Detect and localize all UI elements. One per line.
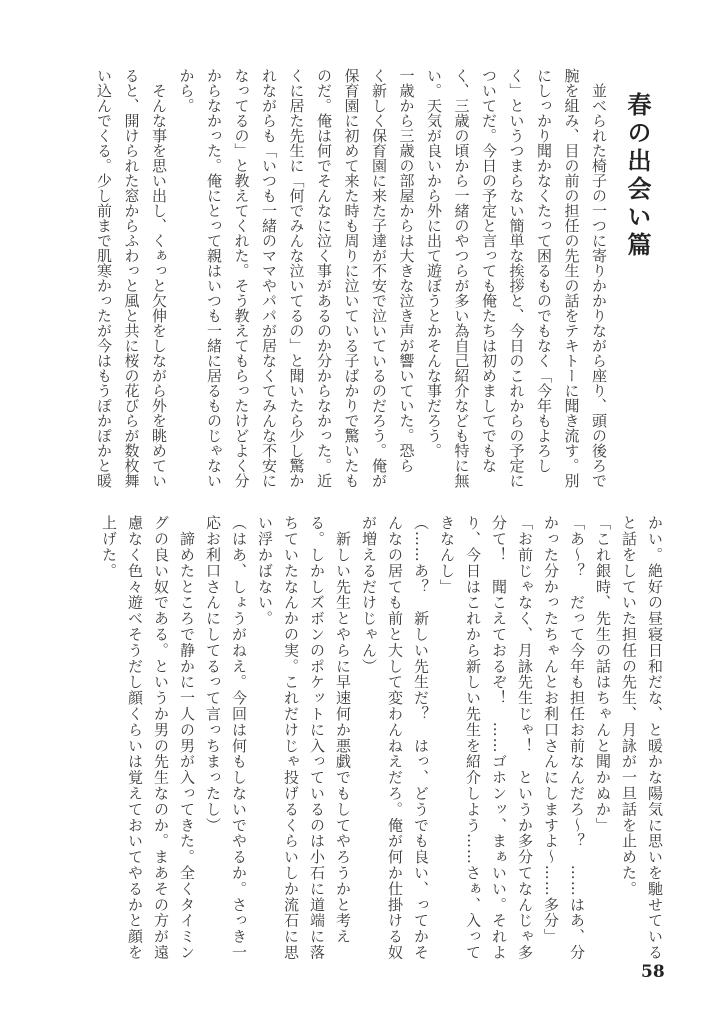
text-line: ついてだ。今日の予定と言っても俺たちは初めましてでもな [480,68,498,473]
text-line: 一歳から三歳の部屋からは大きな泣き声が響いていた。恐ら [397,68,416,473]
body-text-bottom [96,515,668,965]
text-line: く、三歳の頃から一緒のやつらが多い為自己紹介なども特に無 [452,68,471,488]
text-line: く」というつまらない簡単な挨拶と、今日のこれからの予定に [507,68,526,488]
text-line: 応お利口さんにしてるって言っちまったし） [204,515,222,833]
text-line: 並べられた椅子の一つに寄りかかりながら座り、頭の後ろで [590,68,608,488]
text-line: い浮かばない。 [256,515,274,627]
text-line: 「これ銀時、先生の話はちゃんと聞かぬか」 [594,515,612,833]
text-line: かい。絶好の昼寝日和だな、と暖かな陽気に思いを馳せている [646,515,664,961]
text-line: （……あ？ 新しい先生だ？ はっ、どうでも良い、ってかそ [412,515,430,961]
text-line: り、今日はこれから新しい先生を紹介しよう……さぁ、入って [464,515,482,961]
text-line: からなかった。俺にとって親はいつも一緒に居るものじゃない [205,68,223,488]
text-line: なってるの」と教えてくれた。そう教えてもらったけどよく分 [232,68,251,488]
text-line: のだ。俺は何でそんなに泣く事があるのか分からなかった。近 [315,68,333,488]
text-line: 新しい先生とやらに早速何か悪戯でもしてやろうかと考え [334,515,352,945]
text-line: から。 [177,68,196,113]
page-number: 58 [641,962,665,982]
text-line: そんな事を思い出し、くぁっと欠伸をしながら外を眺めてい [150,68,168,488]
text-line: 「お前じゃなく、月詠先生じゃ！ というか多分てなんじゃ多 [516,515,534,961]
text-line: ると、開けられた窓からふわっと風と共に桜の花びらが数枚舞 [122,68,141,488]
text-line: 「あ〜？ だって今年も担任お前なんだろ〜？ ……はあ、分 [568,515,586,961]
text-line: い。天気が良いから外に出て遊ぼうとかそんな事だろう。 [425,68,443,458]
body-text-top [90,68,613,488]
text-line: ちていたなんかの実。これだけじゃ投げるくらいしか流石に思 [282,515,300,961]
text-line: きなんし」 [438,515,456,595]
text-line: グの良い奴である。というか男の先生なのか。まあその方が遠 [152,515,170,961]
text-line: 諦めたところで静かに一人の男が入ってきた。全くタイミン [178,515,196,961]
text-line: んなの居ても前と大して変わんねえだろ。俺が何か仕掛ける奴 [386,515,404,961]
text-line: くに居た先生に「何でみんな泣いてるの」と聞いたら少し驚か [287,68,306,488]
text-line: い込んでくる。少し前まで肌寒かったが今はもうぽかぽかと暖 [95,68,113,488]
text-line: く新しく保育園に来た子達が不安で泣いているのだろう。俺が [370,68,388,488]
text-line: にしっかり聞かなくたって困るものでもなく「今年もよろし [535,68,553,473]
text-line: 分て！ 聞こえておるぞ！ ……ゴホンッ、まぁいい。それよ [490,515,508,961]
text-line: が増えるだけじゃん） [360,515,378,674]
chapter-title: 春の出会い篇 [623,92,651,260]
text-line: る。しかしズボンのポケットに入っているのは小石に道端に落 [308,515,326,961]
text-line: 保育園に初めて来た時も周りに泣いている子ばかりで驚いたも [342,68,361,488]
text-line: 上げた。 [100,515,118,579]
text-line: と話をしていた担任の先生、月詠が一旦話を止めた。 [620,515,638,897]
text-line: 慮なく色々遊べそうだし顔くらいは覚えておいてやるかと顔を [126,515,144,961]
text-line: れながらも「いつも一緒のママやパパが居なくてみんな不安に [260,68,278,488]
text-line: 腕を組み、目の前の担任の先生の話をテキトーに聞き流す。別 [562,68,581,488]
text-line: かった分かったちゃんとお利口さんにしますよ〜……多分」 [542,515,560,945]
text-line: （はあ、しょうがねえ。今回は何もしないでやるか。さっき一 [230,515,248,961]
